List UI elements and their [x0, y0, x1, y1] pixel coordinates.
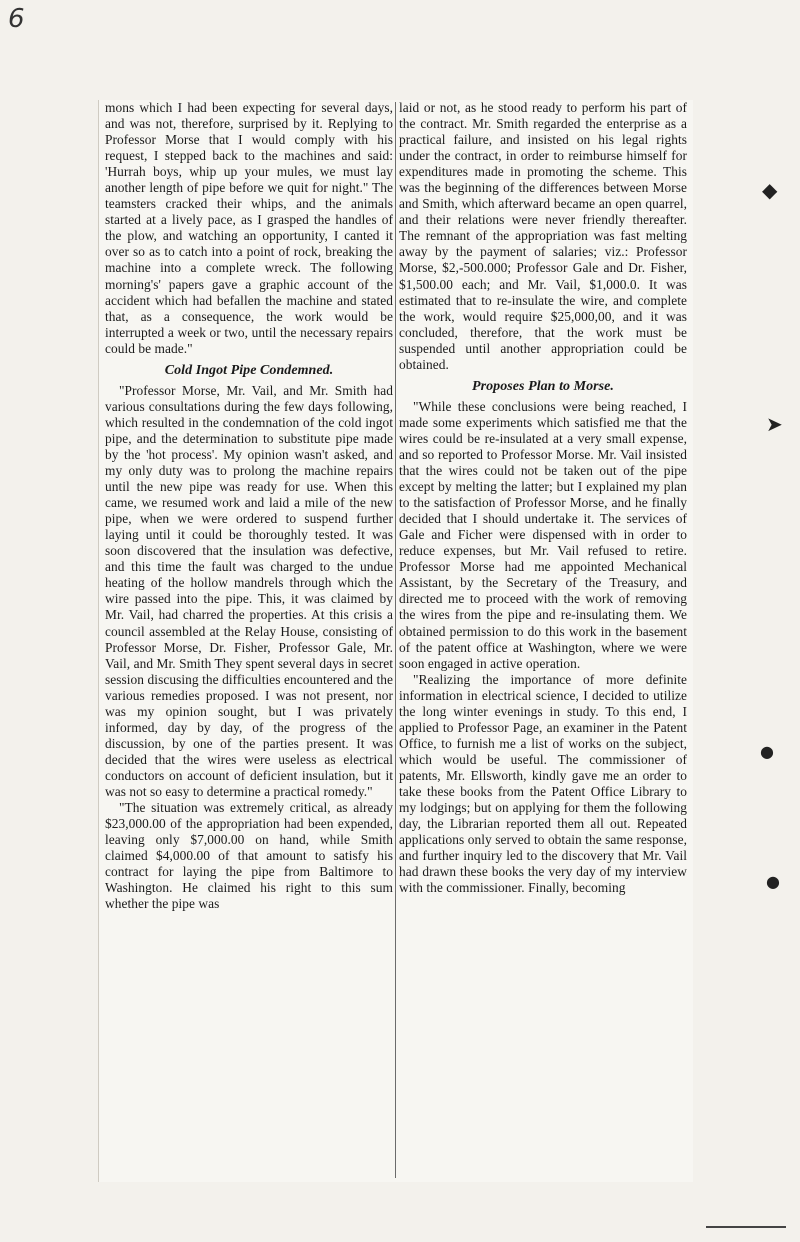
column-divider — [395, 102, 396, 1178]
article-paragraph: "Professor Morse, Mr. Vail, and Mr. Smith had various consultations during the few days following, which resulted in the condemnation of the cold ingot pipe, and the determination to substitute pipe made by the 'hot process'. My opinion wasn't asked, and my only duty was to prolong the machine repairs until the new pipe was ready for use. When this came, we resumed work and laid a mile of the new pipe, when we were ordered to suspend further laying until it could be thoroughly tested. It was soon discovered that the insulation was defective, and this time the fault was charged to the undue heating of the hollow mandrels through which the wire passed into the pipe. This, it was claimed by Mr. Vail, had charred the properties. At this crisis a council assembled at the Relay House, consisting of Professor Morse, Dr. Fisher, Professor Gale, Mr. Vail, and Mr. Smith They spent several days in secret session discusing the difficulties encountered and the various remedies proposed. I was not present, nor was my opinion sought, but I was privately informed, day by day, of the progress of the discussion, by one of the parties present. It was decided that the wires were useless as electrical conductors on account of deficient insulation, but it was not so easy to determine a practical romedy." — [105, 382, 393, 799]
edge-line — [706, 1226, 786, 1228]
section-heading: Cold Ingot Pipe Condemned. — [164, 362, 334, 378]
page-number: 6 — [8, 4, 25, 34]
article-paragraph: "While these conclusions were being reached, I made some experiments which satisfied me that the wires could be re-insulated at a very small expense, and so reported to Professor Morse. Mr. Vail insisted that the wires could not be taken out of the pipe except by melting the latter; but I explained my plan to the satisfaction of Professor Morse, and he finally decided that I should undertake it. The services of Gale and Ficher were dispensed with in order to reduce expenses, but Mr. Vail refused to retire. Professor Morse had me appointed Mechanical Assistant, by the Secretary of the Treasury, and directed me to proceed with the work of removing the wires from the pipe and re-insulating them. We obtained permission to do this work in the basement of the patent office at Washington, where we were soon engaged in active operation. — [399, 398, 687, 671]
article-column-right — [399, 100, 687, 896]
article-paragraph: "Realizing the importance of more definite information in electrical science, I decided to utilize the long winter evenings in study. To this end, I applied to Professor Page, an examiner in the Patent Office, to furnish me a list of works on the subject, which would be useful. The commissioner of patents, Mr. Ellsworth, kindly gave me an order to take these books from the Patent Office Library to my lodgings; but on applying for them the following day, the Librarian reported them all out. Repeated applications only served to obtain the same response, and further inquiry led to the discovery that Mr. Vail had drawn these books the very day of my interview with the commissioner. Finally, becoming — [399, 671, 687, 896]
bullet-mark-icon: ● — [760, 742, 774, 761]
article-paragraph: "The situation was extremely critical, as already $23,000.00 of the appropriation had been expended, leaving only $7,000.00 on hand, while Smith claimed $4,000.00 of that amount to satisfy his contract for laying the pipe from Baltimore to Washington. He claimed his right to this sum whether the pipe was — [105, 800, 393, 912]
section-heading: Proposes Plan to Morse. — [472, 378, 614, 394]
article-column-left — [105, 100, 393, 912]
article-paragraph: laid or not, as he stood ready to perform his part of the contract. Mr. Smith regarded the enterprise as a practical failure, and insisted on his legal rights under the contract, in order to reimburse himself for expenditures made in promoting the scheme. This was the beginning of the differences between Morse and Smith, which afterward became an open quarrel, and their relations were never friendly thereafter. The remnant of the appropriation was fast melting away by the payment of salaries; viz.: Professor Morse, $2,-500.000; Professor Gale and Dr. Fisher, $1,500.00 each; and Mr. Vail, $1,000.0. It was estimated that to re-insulate the wire, and complete the work, would require $25,000,00, and it was concluded, therefore, that the work must be suspended until another appropriation could be obtained. — [399, 100, 687, 372]
bullet-mark-icon: ◆ — [762, 178, 778, 202]
bullet-mark-icon: ● — [766, 872, 780, 891]
arrow-mark-icon: ➤ — [766, 412, 783, 436]
article-paragraph: mons which I had been expecting for several days, and was not, therefore, surprised by it. Replying to Professor Morse that I would comply with his request, I stepped back to the machines and said: 'Hurrah boys, whip up your mules, we must lay another length of pipe before we quit for night." The teamsters cracked their whips, and the animals started at a lively pace, as I grasped the handles of the plow, and watching an opportunity, I canted it over so as to catch into a point of rock, breaking the machine into a complete wreck. The following morning's' papers gave a graphic account of the accident which had befallen the machine and stated that, as a consequence, the work would be interrupted a week or two, until the necessary repairs could be made." — [105, 100, 393, 356]
newspaper-clipping — [98, 100, 693, 1182]
